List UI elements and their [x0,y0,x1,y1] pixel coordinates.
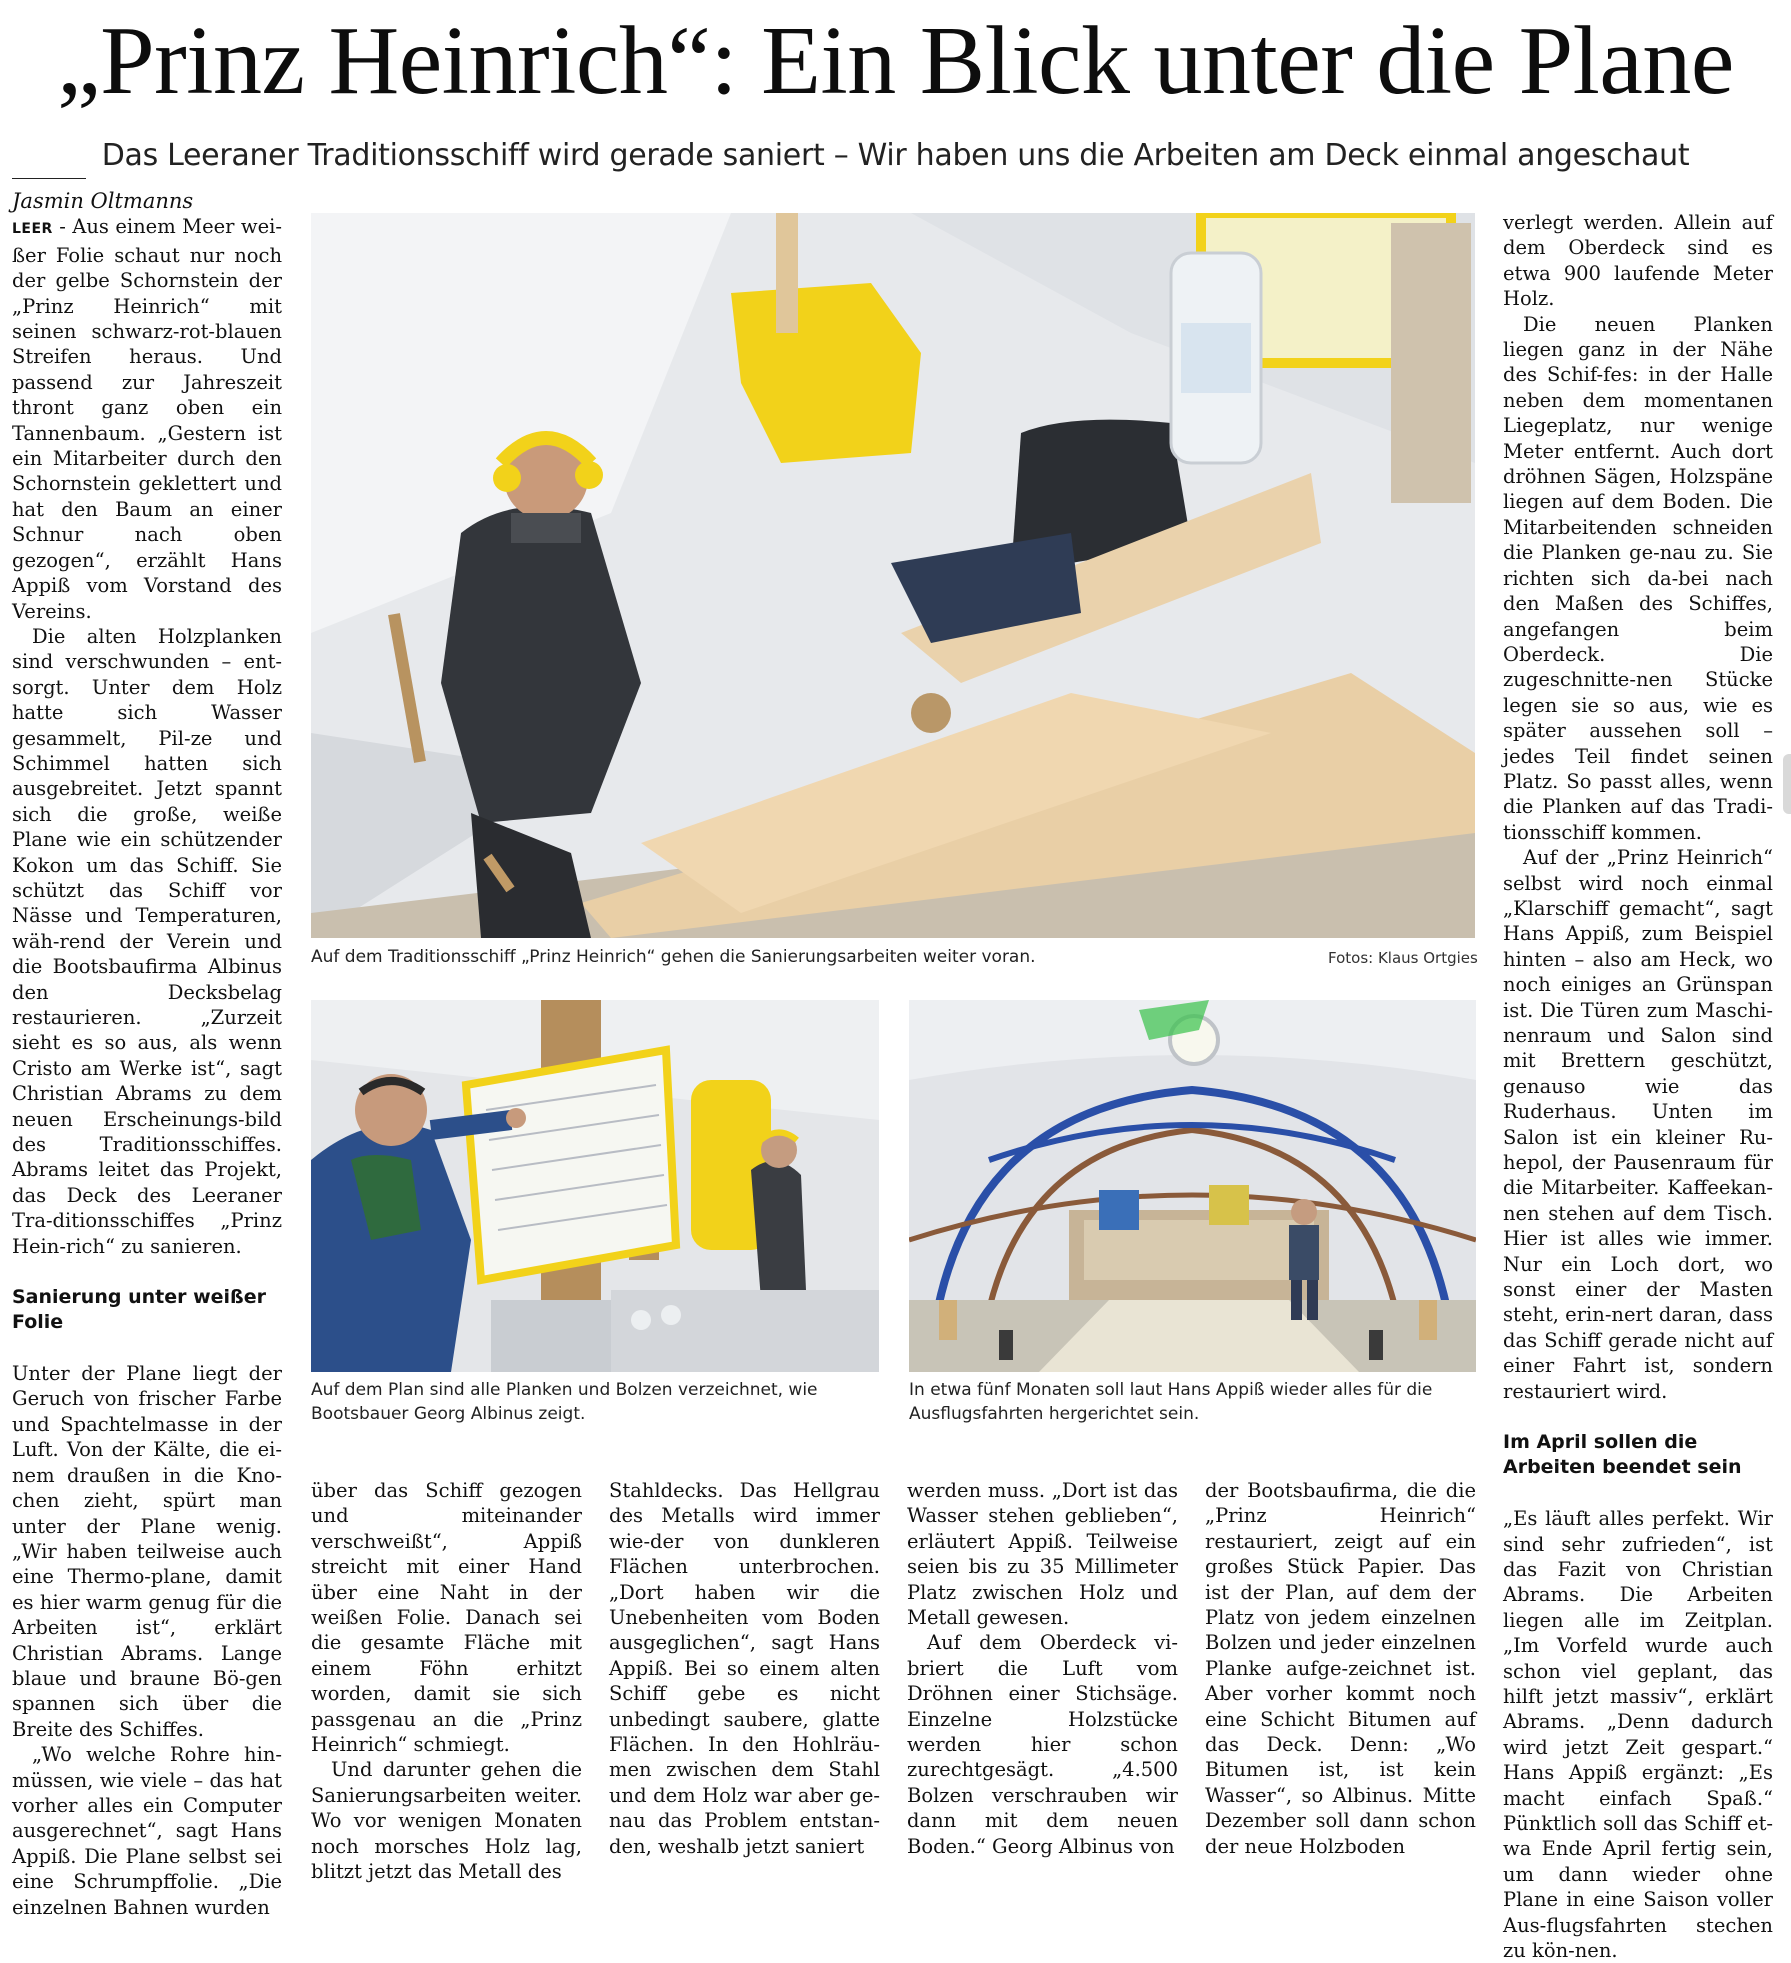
column-2 [311,1478,582,1885]
author-rule [12,178,86,179]
author: Jasmin Oltmanns [12,189,194,213]
paragraph: Auf dem Oberdeck vi-briert die Luft vom Dröhnen einer Stichsäge. Einzelne Holzstücke werden hier schon zurechtgesägt. „4.500 Bolzen verschrauben wir dann mit dem neuen Boden.“ Georg Albinus von [907,1631,1178,1858]
paragraph: „Es läuft alles perfekt. Wir sind sehr zufrieden“, ist das Fazit von Christian Abrams. Die Arbeiten liegen alle im Zeitplan. „Im Vorfeld wurde auch schon viel geplant, das hilft jetzt massiv“, erklärt Abrams. „Denn dadurch wird jetzt Zeit gespart.“ Hans Appiß ergänzt: „Es macht einfach Spaß.“ Pünktlich soll das Schiff et-wa Ende April fertig sein, um dann wieder ohne Plane in eine Saison voller Aus-flugsfahrten stechen zu kön-nen. [1503,1507,1773,1962]
column-3 [609,1478,880,1859]
paragraph: Und darunter gehen die Sanierungsarbeiten weiter. Wo vor wenigen Monaten noch morsches Holz lag, blitzt jetzt das Metall des [311,1758,582,1884]
subheadline: Das Leeraner Traditionsschiff wird gerade saniert – Wir haben uns die Arbeiten am Deck einmal angeschaut [101,138,1690,173]
column-5 [1205,1478,1476,1859]
paragraph: der Bootsbaufirma, die die „Prinz Heinrich“ restauriert, zeigt auf ein großes Stück Papier. Das ist der Plan, auf dem der Platz von jedem einzelnen Bolzen und jeder einzelnen Planke aufge-zeichnet ist. Aber vorher kommt noch eine Schicht Bitumen auf das Deck. Denn: „Wo Bitumen ist, ist kein Wasser“, so Albinus. Mitte Dezember soll dann schon der neue Holzboden [1205,1479,1476,1858]
main-photo-worker-deck [311,213,1475,938]
paragraph: Stahldecks. Das Hellgrau des Metalls wird immer wie-der von dunkleren Flächen unterbrochen. „Dort haben wir die Unebenheiten vom Boden ausgeglichen“, sagt Hans Appiß. Bei so einem alten Schiff gebe es nicht unbedingt saubere, glatte Flächen. In den Hohlräu-men zwischen dem Stahl und dem Holz war aber ge-nau das Problem entstan-den, weshalb jetzt saniert [609,1479,880,1858]
paragraph: werden muss. „Dort ist das Wasser stehen geblieben“, erläutert Appiß. Teilweise seien bis zu 35 Millimeter Platz zwischen Holz und Metall gewesen. [907,1479,1178,1630]
headline: „Prinz Heinrich“: Ein Blick unter die Plane [57,7,1734,115]
photo-plan-albinus [311,1000,879,1372]
photo-credit: Fotos: Klaus Ortgies [1328,949,1478,967]
paragraph: Unter der Plane liegt der Geruch von frischer Farbe und Spachtelmasse in der Luft. Von der Kälte, die ei-nem draußen in die Kno-chen zieht, spürt man unter der Plane wenig. „Wir haben teilweise auch eine Thermo-plane, damit es hier warm genug für die Arbeiten ist“, erklärt Christian Abrams. Lange blaue und braune Bö-gen spannen sich über die Breite des Schiffes. [12,1362,282,1741]
interior-photo-illustration [909,1000,1476,1372]
paragraph: Die neuen Planken liegen ganz in der Nähe des Schif-fes: in der Halle neben dem momentanen Liegeplatz, nur wenige Meter entfernt. Auch dort dröhnen Sägen, Holzspäne liegen auf dem Boden. Die Mitarbeitenden schneiden die Planken ge-nau zu. Sie richten sich da-bei nach den Maßen des Schiffes, angefangen beim Oberdeck. Die zugeschnitte-nen Stücke legen sie so aus, wie es später aussehen soll – jedes Teil findet seinen Platz. So passt alles, wenn die Planken auf das Tradi-tionsschiff kommen. [1503,312,1773,844]
lead-text: - Aus einem Meer wei-ßer Folie schaut nur noch der gelbe Schornstein der „Prinz Heinrich“ mit seinen schwarz-rot-blauen Streifen heraus. Und passend zur Jahreszeit thront ganz oben ein Tannenbaum. „Gestern ist ein Mitarbeiter durch den Schornstein geklettert und hat den Baum an einer Schnur nach oben gezogen“, erzählt Hans Appiß vom Vorstand des Vereins. [12,215,282,623]
subhead-april: Im April sollen die Arbeiten beendet sein [1503,1431,1742,1479]
plan-photo-caption: Auf dem Plan sind alle Planken und Bolzen verzeichnet, wie Bootsbauer Georg Albinus zeigt. [311,1380,818,1424]
paragraph: „Wo welche Rohre hin-müssen, wie viele – das hat vorher alles ein Computer ausgerechnet“, sagt Hans Appiß. Die Plane selbst sei eine Schrumpffolie. „Die einzelnen Bahnen wurden [12,1743,282,1919]
interior-photo-caption: In etwa fünf Monaten soll laut Hans Appiß wieder alles für die Ausflugsfahrten hergerichtet sein. [909,1380,1433,1424]
paragraph: über das Schiff gezogen und miteinander verschweißt“, Appiß streicht mit einer Hand über eine Naht in der weißen Folie. Danach sei die gesamte Fläche mit einem Föhn erhitzt worden, damit sie sich passgenau an die „Prinz Heinrich“ schmiegt. [311,1479,582,1757]
subhead-sanierung: Sanierung unter weißer Folie [12,1286,266,1334]
lead-paragraph [12,214,282,624]
dateline: LEER [12,221,53,238]
column-1 [12,176,282,1920]
page-scroll-tab[interactable] [1783,754,1791,814]
paragraph: Die alten Holzplanken sind verschwunden – ent-sorgt. Unter dem Holz hatte sich Wasser gesammelt, Pil-ze und Schimmel hatten sich ausgebreitet. Jetzt spannt sich die große, weiße Plane wie ein schützender Kokon um das Schiff. Sie schützt das Schiff vor Nässe und Temperaturen, wäh-rend der Verein und die Bootsbaufirma Albinus den Decksbelag restaurieren. „Zurzeit sieht es so aus, als wenn Cristo am Werke ist“, sagt Christian Abrams zu dem neuen Erscheinungs-bild des Traditionsschiffes. Abrams leitet das Projekt, das Deck des Leeraner Tra-ditionsschiffes „Prinz Hein-rich“ zu sanieren. [12,624,282,1258]
main-photo-caption: Auf dem Traditionsschiff „Prinz Heinrich“ gehen die Sanierungsarbeiten weiter voran. [311,947,1036,967]
column-4 [907,1478,1178,1859]
column-6 [1503,210,1773,1963]
plan-photo-illustration [311,1000,879,1372]
paragraph: Auf der „Prinz Heinrich“ selbst wird noch einmal „Klarschiff gemacht“, sagt Hans Appiß, zum Beispiel hinten – also am Heck, wo noch einiges an Grünspan ist. Die Türen zum Maschi-nenraum und Salon sind mit Brettern geschützt, genauso wie das Ruderhaus. Unten im Salon ist ein kleiner Ru-hepol, der Pausenraum für die Mitarbeiter. Kaffeekan-nen stehen auf dem Tisch. Hier ist alles wie immer. Nur ein Loch dort, wo sonst einer der Masten steht, erin-nert daran, dass das Schiff gerade nicht auf einer Fahrt ist, sondern restauriert wird. [1503,846,1774,1403]
main-photo-illustration [311,213,1475,938]
paragraph: verlegt werden. Allein auf dem Oberdeck sind es etwa 900 laufende Meter Holz. [1503,211,1773,311]
photo-boat-interior [909,1000,1476,1372]
